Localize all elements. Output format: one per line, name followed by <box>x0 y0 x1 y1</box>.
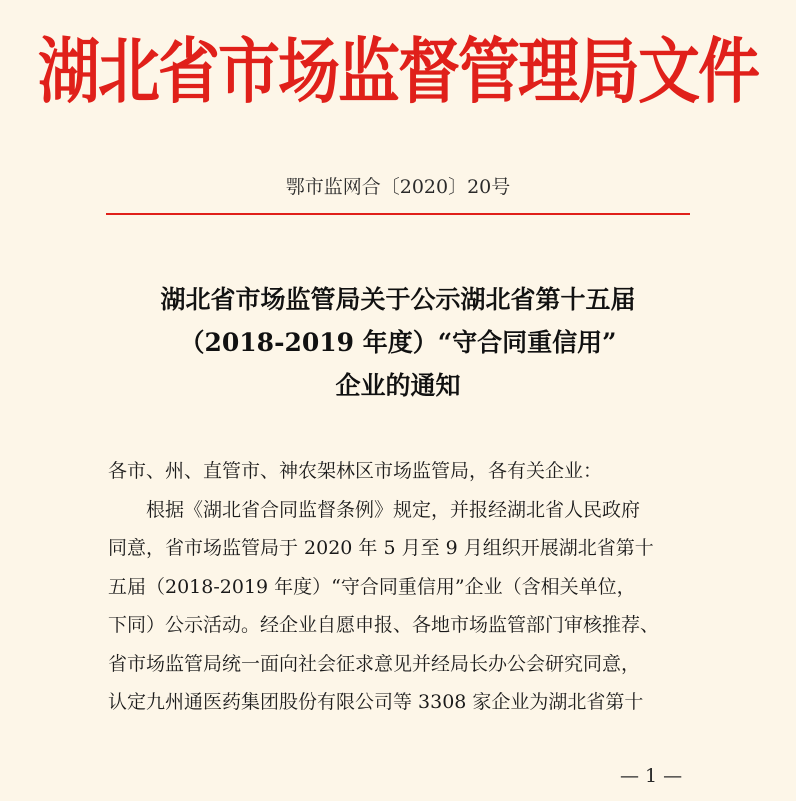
notice-title-line: 企业的通知 <box>335 371 461 400</box>
body-line: 五届（2018-2019 年度）“守合同重信用”企业（含相关单位， <box>108 575 636 598</box>
body-line: 同意，省市场监管局于 2020 年 5 月至 9 月组织开展湖北省第十 <box>108 537 654 559</box>
body-line: 省市场监管局统一面向社会征求意见并经局长办公会研究同意， <box>108 652 641 675</box>
document-number: 鄂市监网合〔2020〕20号 <box>285 176 511 198</box>
notice-body <box>108 452 708 722</box>
body-line: 下同）公示活动。经企业自愿申报、各地市场监管部门审核推荐、 <box>108 614 660 636</box>
body-line: 根据《湖北省合同监督条例》规定，并报经湖北省人民政府 <box>146 498 641 521</box>
notice-title-line: 湖北省市场监管局关于公示湖北省第十五届 <box>160 285 636 314</box>
notice-title-line: （2018-2019 年度）“守合同重信用” <box>179 328 617 357</box>
red-divider <box>106 213 690 215</box>
notice-title <box>0 278 796 407</box>
document-header-title: 湖北省市场监督管理局文件 <box>37 29 758 114</box>
page-number: — 1 — <box>620 765 683 787</box>
body-line: 认定九州通医药集团股份有限公司等 3308 家企业为湖北省第十 <box>108 691 644 713</box>
salutation: 各市、州、直管市、神农架林区市场监管局，各有关企业： <box>108 460 603 482</box>
